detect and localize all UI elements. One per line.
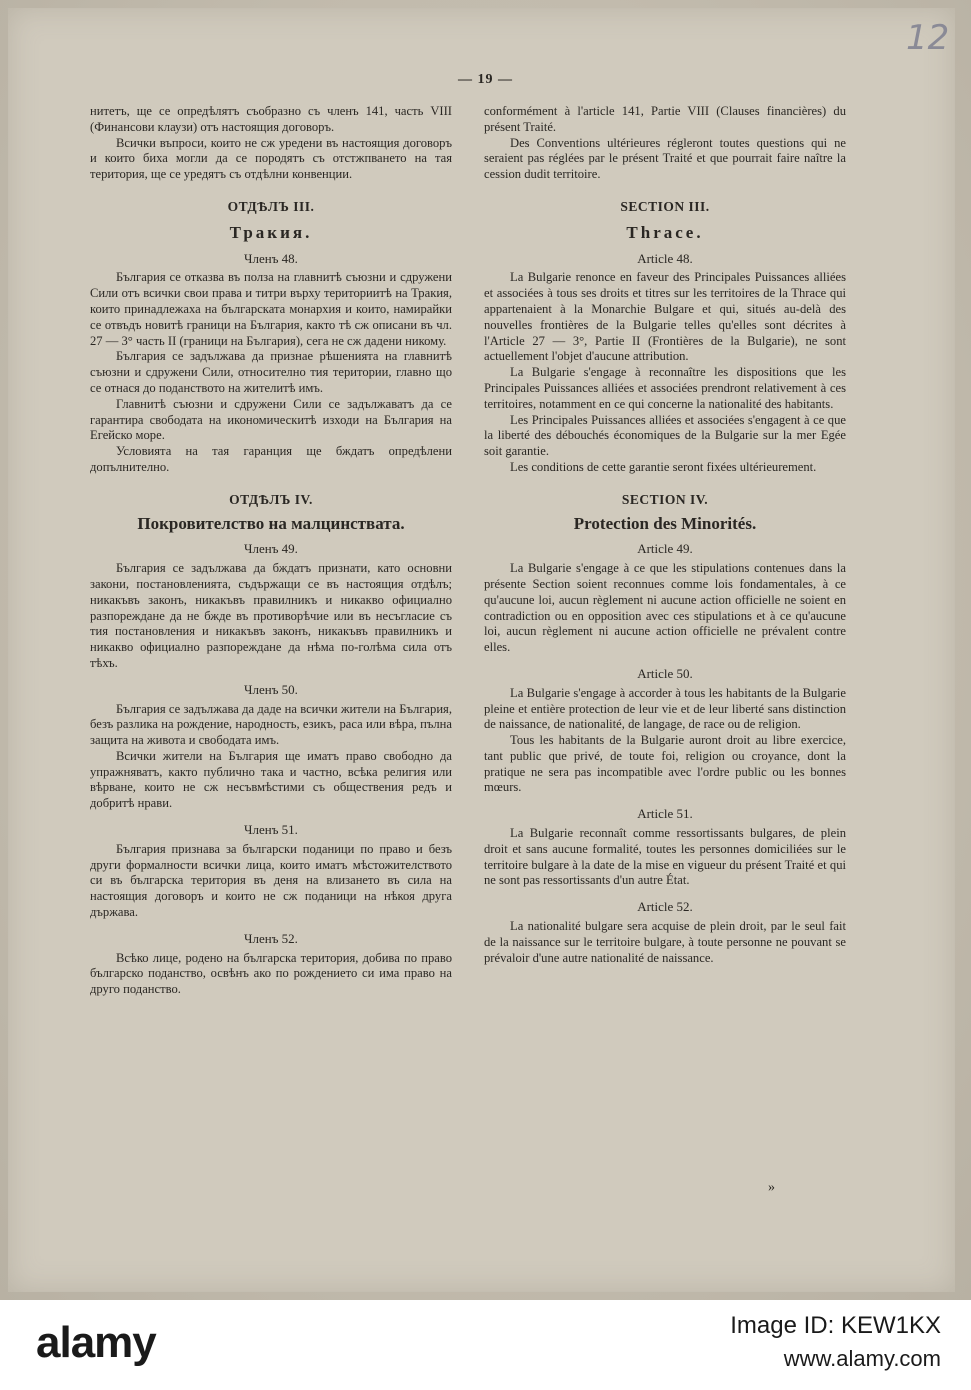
paragraph: Des Conventions ultérieures régleront toutes questions qui ne seraient pas réglées par le présent Traité et que pourrait faire naître la cession dudit territoire. bbox=[484, 135, 846, 182]
paragraph: България се задължава да признае рѣшенията на главнитѣ съюзни и сдружени Сили, относително тия територии, главно що се отнася до поданството на жителитѣ имъ. bbox=[90, 349, 452, 395]
section-heading: SECTION III. bbox=[620, 198, 710, 214]
article-heading: Членъ 52. bbox=[244, 930, 298, 946]
paragraph: conformément à l'article 141, Partie VIII (Clauses financières) du présent Traité. bbox=[484, 104, 846, 134]
article-heading: Article 49. bbox=[637, 541, 693, 557]
article-heading: Article 50. bbox=[637, 665, 693, 681]
article-heading: Членъ 48. bbox=[244, 250, 298, 266]
section-heading: SECTION IV. bbox=[621, 491, 709, 507]
section-title: Тракия. bbox=[229, 222, 313, 242]
paragraph: Всѣко лице, родено на българска територия, добива по право българско поданство, освѣнъ ако по рождението си има право на друго поданство. bbox=[90, 950, 452, 997]
french-column bbox=[484, 104, 846, 966]
page-number: — 19 — bbox=[458, 72, 513, 87]
article-heading: Членъ 50. bbox=[244, 681, 298, 697]
paragraph: България признава за български поданици по право и безъ други формалности всички лица, които иматъ мѣстожителството си въ българска територия въ деня на влизането въ сила на настоящия договоръ и които не сж поданици на нѣкоя друга държава. bbox=[90, 841, 452, 920]
paragraph: нитетъ, ще се опредѣлятъ съобразно съ членъ 141, часть VIII (Финансови клаузи) отъ настоящия договоръ. bbox=[90, 104, 452, 134]
paragraph: La Bulgarie renonce en faveur des Principales Puissances alliées et associées à tous ses droits et titres sur les territoires de la Thrace qui appartenaient à la Monarchie Bulgare et qui, situés au-delà des nouvelles frontières de la Bulgarie telles qu'elles sont décrites à l'Article 27 — 3°, Partie II (Frontières de la Bulgarie), ne sont actuellement l'objet d'aucune attribution. bbox=[484, 270, 846, 364]
paragraph: Tous les habitants de la Bulgarie auront droit au libre exercice, tant public que privé, de toute foi, religion ou croyance, dont la pratique ne sera pas incompatible avec l'ordre public ou les bonnes mœurs. bbox=[484, 733, 846, 795]
paragraph: Les Principales Puissances alliées et associées s'engagent à ce que la liberté des débouchés économiques de la Bulgarie sur la mer Egée soit garantie. bbox=[484, 412, 846, 459]
handwritten-page-number: 12 bbox=[906, 18, 950, 58]
paragraph: България се задължава да даде на всички жители на България, безъ разлика на рождение, народность, езикъ, раса или вѣра, пълна защита на живота и свободата имъ. bbox=[90, 701, 452, 748]
article-heading: Членъ 49. bbox=[244, 541, 298, 557]
section-heading: ОТДѢЛЪ IV. bbox=[229, 491, 313, 507]
section-heading: ОТДѢЛЪ III. bbox=[227, 198, 315, 214]
paragraph: La Bulgarie reconnaît comme ressortissants bulgares, de plein droit et sans aucune formalité, toutes les personnes domiciliées sur le territoire bulgare à la date de la mise en vigueur du présent Traité et qui ne sont pas ressortissants d'un autre État. bbox=[484, 826, 846, 888]
paragraph: La nationalité bulgare sera acquise de plein droit, par le seul fait de la naissance sur le territoire bulgare, à toute personne ne pouvant se prévaloir d'une autre nationalité de naissance. bbox=[484, 919, 846, 965]
article-heading: Article 52. bbox=[637, 899, 693, 915]
bulgarian-column bbox=[90, 104, 452, 998]
image-id-label: Image ID: KEW1KX bbox=[730, 1312, 941, 1339]
article-heading: Article 48. bbox=[637, 250, 693, 266]
article-heading: Article 51. bbox=[637, 806, 693, 822]
paragraph: Условията на тая гаранция ще бждатъ опредѣлени допълнително. bbox=[90, 444, 452, 474]
paragraph: Всички жители на България ще иматъ право свободно да упражняватъ, както публично така и частно, всѣка религия или вѣрване, които не сж несъвмѣстими съ обществения редъ и добритѣ нрави. bbox=[90, 748, 452, 811]
paragraph: La Bulgarie s'engage à ce que les stipulations contenues dans la présente Section soient reconnues comme lois fondamentales, à ce qu'aucune loi, aucun règlement ni aucune action officielle ne soient en contradiction ou en opposition avec ces stipulations et à ce qu'aucune loi, aucun règlement ni aucune action officielle ne prévalent contre elles. bbox=[484, 561, 846, 655]
section-title: Protection des Minorités. bbox=[573, 513, 757, 533]
section-title: Thrace. bbox=[626, 222, 704, 242]
paragraph: Главнитѣ съюзни и сдружени Сили се задължаватъ да се гарантира свободата на икономическитѣ изходи на България на Егейско море. bbox=[90, 396, 452, 443]
paragraph: България се отказва въ полза на главнитѣ съюзни и сдружени Сили отъ всички свои права и титри върху териториитѣ на Тракия, които принадлежаха на българската монархия и които, намирайки се отвъдъ новитѣ граници на България, както тѣ сж описани въ чл. 27 — 3° часть II (граници на България), сега не сж дадени никому. bbox=[90, 270, 452, 348]
paragraph: La Bulgarie s'engage à accorder à tous les habitants de la Bulgarie pleine et entière protection de leur vie et de leur liberté sans distinction de naissance, de nationalité, de langage, de race ou de religion. bbox=[484, 685, 846, 732]
paragraph: Всички въпроси, които не сж уредени въ настоящия договоръ и които биха могли да се породятъ съ отстжпването на тая територия, ще се уредятъ съ отдѣлни конвенции. bbox=[90, 135, 452, 182]
section-title: Покровителство на малцинствата. bbox=[137, 513, 405, 533]
alamy-logo: alamy bbox=[36, 1318, 156, 1367]
site-url: www.alamy.com bbox=[783, 1346, 941, 1371]
paragraph: Les conditions de cette garantie seront fixées ultérieurement. bbox=[510, 459, 817, 474]
paragraph: България се задължава да бждатъ признати, като основни закони, постановленията, съдържащи се въ настоящия отдѣлъ; никакъвъ законъ, никакъвъ правилникъ и никакво официално разпореждане да не бжде въ противорѣчие или въ несъгласие съ тия постановления и никакъвъ законъ, никакъвъ правилникъ и никакво официално разпореждане да нѣма по-голѣма сила отъ тѣхъ. bbox=[90, 561, 452, 670]
printer-ornament: » bbox=[768, 1180, 775, 1195]
article-heading: Членъ 51. bbox=[244, 822, 298, 838]
paragraph: La Bulgarie s'engage à reconnaître les dispositions que les Principales Puissances alliées et associées prendront relativement à ces territoires, notamment en ce qui concerne la nationalité des habitants. bbox=[484, 365, 846, 411]
